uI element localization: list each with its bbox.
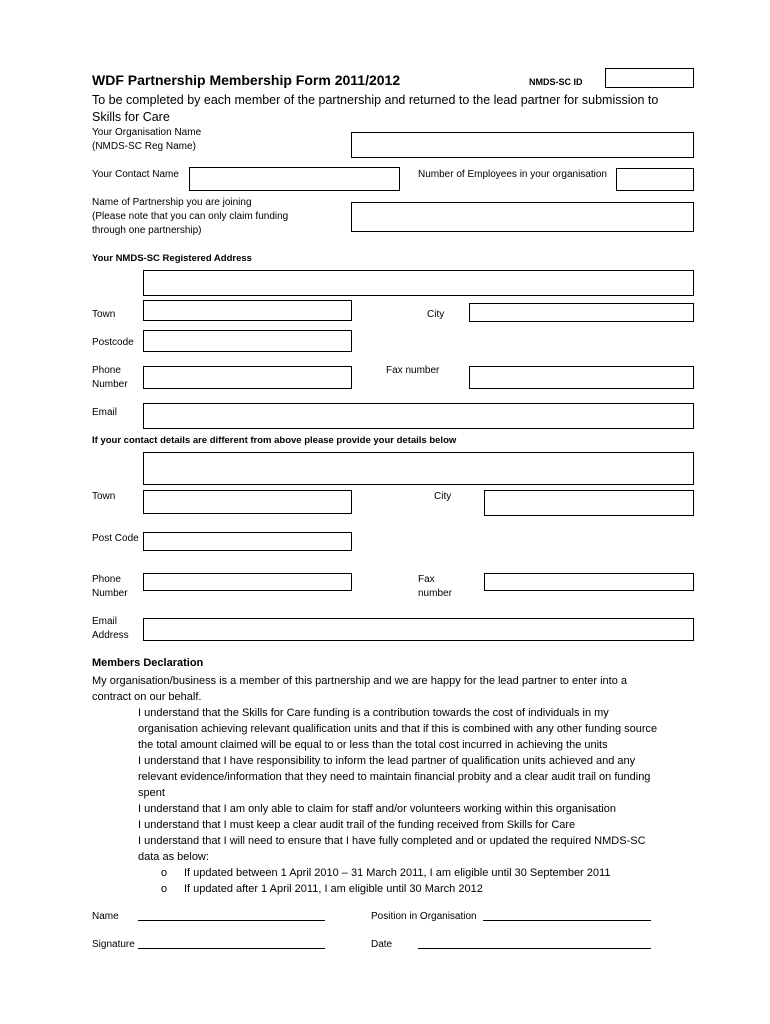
bullet-marker: o bbox=[161, 883, 168, 895]
employees-input[interactable] bbox=[616, 168, 694, 191]
employees-label: Number of Employees in your organisation bbox=[418, 169, 607, 180]
declaration-line: I understand that I have responsibility to inform the lead partner of qualification units achieved and any bbox=[138, 755, 636, 767]
town-label: Town bbox=[92, 309, 116, 320]
bullet-marker: o bbox=[161, 867, 168, 879]
alt-city-input[interactable] bbox=[484, 490, 694, 516]
position-label: Position in Organisation bbox=[371, 911, 477, 922]
email-label: Email bbox=[92, 407, 118, 418]
alt-fax-input[interactable] bbox=[484, 573, 694, 591]
declaration-intro-1: My organisation/business is a member of this partnership and we are happy for the lead partner to enter into a bbox=[92, 675, 628, 687]
alt-postcode-label: Post Code bbox=[92, 533, 139, 544]
fax-label: Fax number bbox=[386, 365, 440, 376]
declaration-line: I understand that the Skills for Care funding is a contribution towards the cost of individuals in my bbox=[138, 707, 609, 719]
org-name-sublabel: (NMDS-SC Reg Name) bbox=[92, 141, 196, 152]
alt-phone-label: Phone bbox=[92, 574, 121, 585]
name-line[interactable] bbox=[138, 920, 325, 921]
position-line[interactable] bbox=[483, 920, 651, 921]
declaration-line: organisation achieving relevant qualification units and that if this is combined with any other funding source bbox=[138, 723, 658, 735]
phone-input[interactable] bbox=[143, 366, 352, 389]
declaration-heading: Members Declaration bbox=[92, 657, 204, 669]
partnership-note-1: (Please note that you can only claim funding bbox=[92, 211, 289, 222]
alt-email-label-2: Address bbox=[92, 630, 129, 641]
postcode-input[interactable] bbox=[143, 330, 352, 352]
fax-input[interactable] bbox=[469, 366, 694, 389]
email-input[interactable] bbox=[143, 403, 694, 429]
nmds-id-input[interactable] bbox=[605, 68, 694, 88]
declaration-intro-2: contract on our behalf. bbox=[92, 691, 202, 703]
alt-town-input[interactable] bbox=[143, 490, 352, 514]
alt-fax-label-2: number bbox=[418, 588, 452, 599]
alt-postcode-input[interactable] bbox=[143, 532, 352, 551]
alt-phone-input[interactable] bbox=[143, 573, 352, 591]
alt-address-input[interactable] bbox=[143, 452, 694, 485]
org-name-label: Your Organisation Name bbox=[92, 127, 202, 138]
name-label: Name bbox=[92, 911, 119, 922]
address-input[interactable] bbox=[143, 270, 694, 296]
city-label: City bbox=[427, 309, 445, 320]
contact-name-label: Your Contact Name bbox=[92, 169, 179, 180]
alt-fax-label: Fax bbox=[418, 574, 435, 585]
declaration-line: I understand that I must keep a clear audit trail of the funding received from Skills for Care bbox=[138, 819, 576, 831]
declaration-line: I understand that I will need to ensure that I have fully completed and or updated the required NMDS-SC bbox=[138, 835, 646, 847]
declaration-line: relevant evidence/information that they need to maintain financial probity and a clear audit trail on funding bbox=[138, 771, 651, 783]
declaration-line: the total amount claimed will be equal to or less than the total cost incurred in achieving the units bbox=[138, 739, 608, 751]
declaration-bullet: If updated between 1 April 2010 – 31 March 2011, I am eligible until 30 September 2011 bbox=[184, 867, 611, 879]
org-name-input[interactable] bbox=[351, 132, 694, 158]
form-subtitle-line1: To be completed by each member of the partnership and returned to the lead partner for submission to bbox=[92, 93, 659, 107]
alt-town-label: Town bbox=[92, 491, 116, 502]
nmds-id-label: NMDS-SC ID bbox=[529, 77, 583, 87]
partnership-label: Name of Partnership you are joining bbox=[92, 197, 252, 208]
alt-city-label: City bbox=[434, 491, 452, 502]
town-input[interactable] bbox=[143, 300, 352, 321]
alt-email-label: Email bbox=[92, 616, 118, 627]
declaration-bullet: If updated after 1 April 2011, I am eligible until 30 March 2012 bbox=[184, 883, 483, 895]
signature-line[interactable] bbox=[138, 948, 325, 949]
partnership-note-2: through one partnership) bbox=[92, 225, 202, 236]
alt-email-input[interactable] bbox=[143, 618, 694, 641]
date-label: Date bbox=[371, 939, 393, 950]
date-line[interactable] bbox=[418, 948, 651, 949]
declaration-line: data as below: bbox=[138, 851, 209, 863]
contact-name-input[interactable] bbox=[189, 167, 400, 191]
signature-label: Signature bbox=[92, 939, 135, 950]
alt-contact-heading: If your contact details are different from above please provide your details below bbox=[92, 435, 457, 446]
alt-phone-label-2: Number bbox=[92, 588, 128, 599]
postcode-label: Postcode bbox=[92, 337, 134, 348]
phone-label: Phone bbox=[92, 365, 121, 376]
registered-address-heading: Your NMDS-SC Registered Address bbox=[92, 253, 252, 264]
form-subtitle-line2: Skills for Care bbox=[92, 110, 170, 124]
declaration-line: spent bbox=[138, 787, 165, 799]
form-title: WDF Partnership Membership Form 2011/2012 bbox=[92, 72, 401, 88]
phone-label-2: Number bbox=[92, 379, 128, 390]
partnership-input[interactable] bbox=[351, 202, 694, 232]
declaration-line: I understand that I am only able to claim for staff and/or volunteers working within this organisation bbox=[138, 803, 616, 815]
city-input[interactable] bbox=[469, 303, 694, 322]
